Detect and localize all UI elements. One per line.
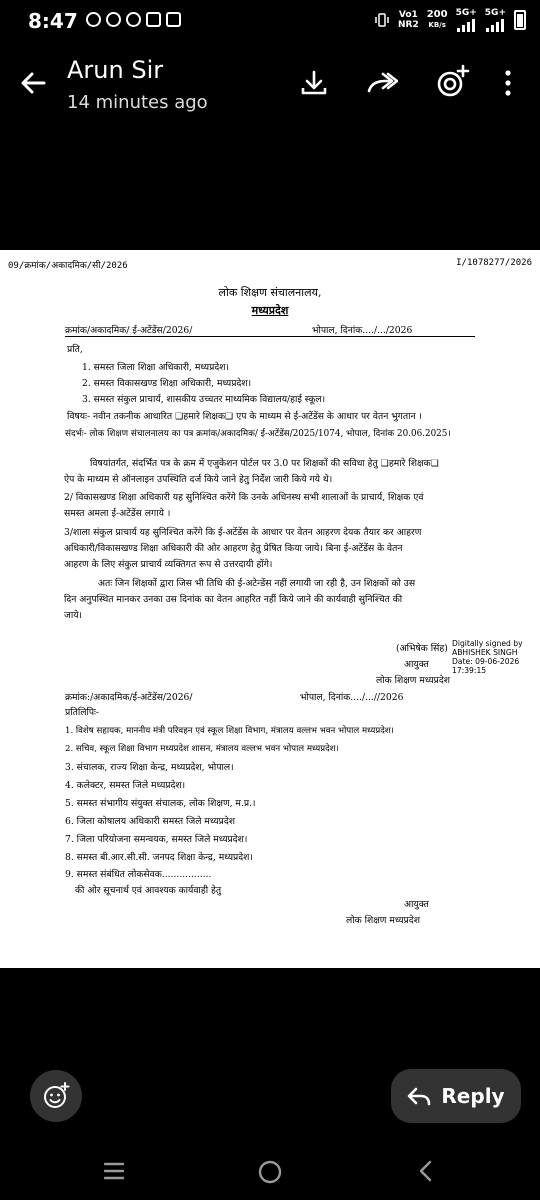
download-icon[interactable] (299, 68, 329, 98)
copy-item: 7. जिला परियोजना समन्वयक, समस्त जिले मध्यप्रदेश। (65, 834, 248, 845)
copy-item: 1. विशेष सहायक, माननीय मंत्री परिवहन एवं स्कूल शिक्षा विभाग, मंत्रालय वल्लभ भवन भोपाल मध्यप्रदेश। (65, 726, 394, 736)
recipient: 1. समस्त जिला शिक्षा अधिकारी, मध्यप्रदेश। (82, 362, 229, 373)
copy-note: की ओर सूचनार्थ एवं आवश्यक कार्यवाही हेतु (75, 885, 222, 896)
volte-indicator: Vo1 NR2 (397, 10, 419, 30)
mail-icon (146, 12, 161, 27)
office-line2: मध्यप्रदेश (251, 304, 289, 317)
body-line: जाये। (64, 610, 83, 621)
recents-icon[interactable] (102, 1159, 126, 1183)
signatory-name: (अभिषेक सिंह) (396, 643, 448, 654)
order-date: भोपाल, दिनांक..../.../2026 (312, 325, 413, 336)
digital-signature: Digitally signed by ABHISHEK SINGH Date: 09-06-2026 17:39:15 (452, 639, 523, 675)
body-line: 3/शाला संकुल प्राचार्य यह सुनिश्चित करेंगे कि ई-अटेंडेंस के आधार पर वेतन आहरण देयक तैयार कर आहरण (64, 527, 422, 538)
body-line: अधिकारी/विकासखण्ड शिक्षा अधिकारी की ओर आहरण हेतु प्रेषित किया जाये। बिना ई-अटेंडेंस के वेतन (64, 543, 403, 554)
ref-right: I/1078277/2026 (456, 258, 532, 268)
copy-item: 4. कलेक्टर, समस्त जिले मध्यप्रदेश। (65, 780, 186, 791)
body-line: दिन अनुपस्थित मानकर उनका उस दिनांक का वेतन आहरित नहीं किये जाने की कार्यवाही सुनिश्चित की (64, 594, 403, 605)
copy-item: 6. जिला कोषालय अधिकारी समस्त जिले मध्यप्रदेश (65, 816, 235, 827)
final-title: आयुक्त (404, 899, 429, 910)
copy-order-no: क्रमांक:/अकादमिक/ई-अटेंडेंस/2026/ (65, 692, 193, 703)
facebook-icon (86, 12, 101, 27)
sim1-signal: 5G+ (456, 8, 477, 32)
copy-item: 8. समस्त बी.आर.सी.सी. जनपद शिक्षा केन्द्र, मध्यप्रदेश। (65, 852, 253, 863)
home-icon[interactable] (257, 1159, 283, 1185)
body-line: आहरण के लिए संकुल प्राचार्य व्यक्तिगत रूप से उत्तरदायी होंगे। (64, 559, 273, 570)
recipient: 2. समस्त विकासखण्ड शिक्षा अधिकारी, मध्यप्रदेश। (82, 378, 252, 389)
sim2-signal: 5G+ (485, 8, 506, 32)
clock: 8:47 (28, 9, 78, 33)
notes-icon (166, 12, 181, 27)
body-line: 2/ विकासखण्ड शिक्षा अधिकारी यह सुनिश्चित करेंगे कि उनके अधिनस्थ सभी शालाओं के प्राचार्य, शिक्षक एवं (64, 492, 424, 503)
body-line: समस्त अमला ई-अटेंडेंस लगाये । (64, 508, 171, 519)
system-nav-bar (0, 1147, 540, 1195)
body-line: विषयांतर्गत, संदर्भित पत्र के क्रम में एजुकेशन पोर्टल पर 3.0 पर शिक्षकों की सविधा हेतु ❑हमारे शिक्षक❑ (90, 458, 439, 469)
back-arrow-icon[interactable] (18, 68, 48, 98)
body-line: अतः जिन शिक्षकों द्वारा जिस भी तिथि की ई-अटेन्डेंस नहीं लगायी जा रही है, उन शिक्षकों को उस (98, 578, 416, 589)
forward-icon[interactable] (366, 68, 398, 98)
to-label: प्रति, (67, 344, 83, 355)
document-image[interactable] (0, 250, 540, 968)
subject: विषयः- नवीन तकनीक आधारित ❑हमारे शिक्षक❑ एप के माध्यम से ई-अटेंडेंस के आधार पर वेतन भुगतान । (67, 411, 422, 422)
viewer-header (0, 44, 540, 134)
signatory-office: लोक शिक्षण मध्यप्रदेश (376, 675, 450, 686)
whatsapp-icon (106, 12, 121, 27)
reply-button[interactable] (391, 1069, 521, 1123)
reply-label: Reply (441, 1084, 505, 1108)
battery-icon (514, 10, 526, 30)
message-time: 14 minutes ago (67, 92, 208, 113)
copy-item: 5. समस्त संभागीय संयुक्त संचालक, लोक शिक्षण, म.प्र.। (65, 798, 256, 809)
copy-order-date: भोपाल, दिनांक..../...//2026 (300, 692, 404, 703)
status-bar (0, 0, 540, 44)
copy-item: 2. सचिव, स्कूल शिक्षा विभाग मध्यप्रदेश शासन, मंत्रालय वल्लभ भवन भोपाल मध्यप्रदेश। (65, 744, 339, 754)
body-line: ऐप के माध्यम से ऑनलाइन उपस्थिति दर्ज किये जाने हेतु निर्देश जारी किये गये थे। (64, 474, 333, 485)
recipient: 3. समस्त संकुल प्राचार्य, शासकीय उच्चतर माध्यमिक विद्यालय/हाई स्कूल। (82, 394, 326, 405)
vibrate-icon (374, 13, 390, 27)
sender-name: Arun Sir (67, 56, 164, 84)
whatsapp-icon (126, 12, 141, 27)
system-status (374, 8, 526, 32)
office-line1: लोक शिक्षण संचालनालय, (218, 286, 322, 299)
back-icon[interactable] (416, 1159, 436, 1183)
more-icon[interactable] (503, 68, 513, 98)
bottom-actions (0, 1050, 540, 1200)
network-speed: 200 KB/s (426, 9, 448, 29)
reply-icon (407, 1086, 431, 1106)
reference: संदर्भः- लोक शिक्षण संचालनालय का पत्र क्रमांक/अकादमिक/ ई-अटेंडेंस/2025/1074, भोपाल, दिनांक 20.06.2025। (65, 429, 451, 439)
copy-item: 9. समस्त संबंधित लोकसेवक................. (65, 869, 212, 880)
signatory-title: आयुक्त (404, 659, 429, 670)
copy-label: प्रतिलिपिः- (65, 707, 100, 718)
notification-icons (86, 12, 181, 27)
react-emoji-button[interactable] (30, 1070, 82, 1122)
copy-item: 3. संचालक, राज्य शिक्षा केन्द्र, मध्यप्रदेश, भोपाल। (65, 762, 234, 773)
ref-left: 09/क्रमांक/अकादमिक/सी/2026 (8, 261, 128, 271)
emoji-add-icon (42, 1082, 70, 1110)
lens-icon[interactable] (434, 64, 470, 100)
final-office: लोक शिक्षण मध्यप्रदेश (346, 915, 420, 926)
order-no: क्रमांक/अकादमिक/ ई-अटेंडेंस/2026/ (65, 325, 193, 336)
